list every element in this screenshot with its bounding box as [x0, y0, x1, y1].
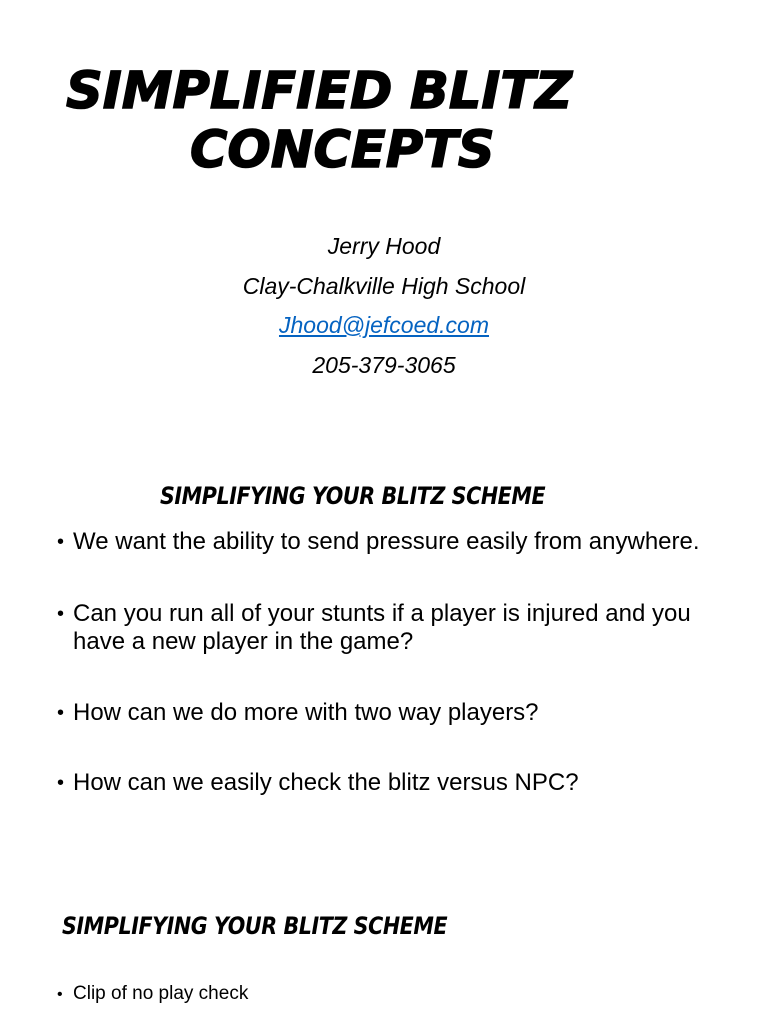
contact-block — [0, 227, 768, 385]
bullet-icon: • — [57, 702, 65, 724]
list-item — [57, 699, 737, 727]
list-item — [57, 982, 248, 1007]
author-name: Jerry Hood — [327, 233, 441, 259]
list-item-text: Can you run all of your stunts if a player is injured and you have a new player in the game? — [73, 600, 691, 655]
title-line-1: SIMPLIFIED BLITZ — [66, 62, 573, 121]
list-item-text: How can we do more with two way players? — [73, 699, 539, 726]
bullet-icon: • — [57, 603, 65, 625]
document-title — [0, 62, 768, 180]
section-heading-2: SIMPLIFYING YOUR BLITZ SCHEME — [62, 912, 448, 940]
email-link[interactable]: Jhood@jefcoed.com — [278, 312, 490, 338]
school-name: Clay-Chalkville High School — [242, 272, 526, 299]
phone-number: 205-379-3065 — [312, 351, 456, 378]
list-item-text: We want the ability to send pressure easily from anywhere. — [73, 528, 700, 555]
list-item-text: Clip of no play check — [73, 983, 249, 1004]
bullet-list — [57, 528, 737, 797]
list-item — [57, 769, 737, 797]
section-heading-1: SIMPLIFYING YOUR BLITZ SCHEME — [160, 482, 546, 510]
list-item — [57, 528, 737, 556]
list-item — [57, 600, 737, 656]
bullet-icon: • — [57, 531, 65, 553]
bullet-icon: • — [57, 986, 63, 1003]
list-item-text: How can we easily check the blitz versus NPC? — [73, 769, 579, 796]
title-line-2: CONCEPTS — [190, 121, 495, 180]
bullet-icon: • — [57, 772, 65, 794]
